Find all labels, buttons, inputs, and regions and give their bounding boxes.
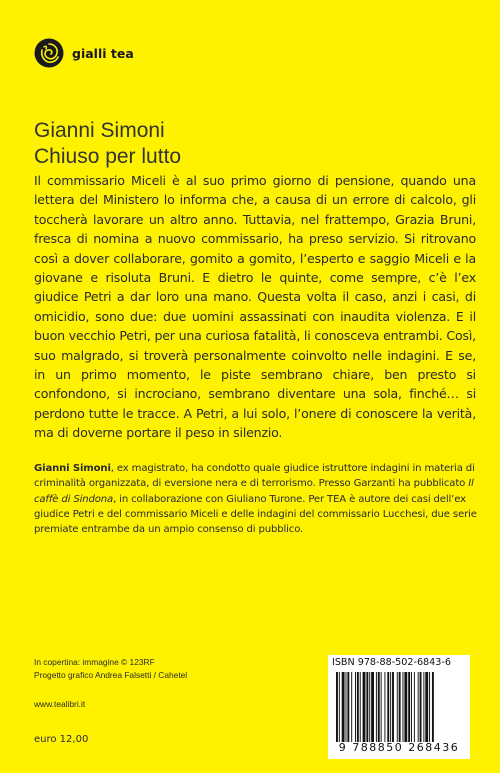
barcode-bar	[371, 672, 374, 742]
barcode-bar	[397, 672, 398, 742]
barcode-box	[328, 655, 470, 759]
cover-credit: In copertina: immagine © 123RF	[34, 657, 155, 667]
barcode-bar	[390, 672, 391, 742]
barcode-bar	[420, 672, 422, 742]
bio-text-2: , in collaborazione con Giuliano Turone. Per TEA è autore dei casi dell’ex giudice Petri e del commissario Miceli e delle indagini del commissario Lucchesi, due serie premiate entrambe da un ampio consenso di pubblico.	[34, 493, 477, 536]
barcode-bar	[418, 672, 419, 742]
publisher-logo	[34, 38, 134, 68]
author-bio	[34, 461, 478, 537]
isbn-label: ISBN 978-88-502-6843-6	[332, 657, 451, 668]
brand-name: gialli tea	[72, 45, 134, 61]
barcode-bar	[403, 672, 404, 742]
barcode-bar	[423, 672, 424, 742]
barcode-icon	[334, 672, 464, 742]
title-block	[34, 118, 181, 170]
barcode-bar	[381, 672, 382, 742]
design-credit: Progetto grafico Andrea Falsetti / Cahetel	[34, 670, 188, 680]
website-link: www.tealibri.it	[34, 699, 86, 709]
bio-text-1: , ex magistrato, ha condotto quale giudice istruttore indagini in materia di criminalità organizzata, di eversione nera e di terrorismo. Presso Garzanti ha pubblicato	[34, 463, 475, 490]
barcode-bar	[387, 672, 389, 742]
barcode-bar	[376, 672, 377, 742]
barcode-bar	[363, 672, 366, 742]
barcode-bar	[355, 672, 356, 742]
barcode-bar	[357, 672, 359, 742]
barcode-bar	[411, 672, 412, 742]
barcode-digits: 9 788850 268436	[338, 741, 460, 754]
barcode-bar	[347, 672, 349, 742]
barcode-bar	[346, 672, 347, 742]
barcode-bar	[404, 672, 407, 742]
barcode-bar	[425, 672, 428, 742]
barcode-bar	[429, 672, 430, 742]
bio-author-name: Gianni Simoni	[34, 463, 111, 474]
price: euro 12,00	[34, 734, 89, 745]
barcode-bar	[384, 672, 385, 742]
barcode-bar	[369, 672, 370, 742]
book-title: Chiuso per lutto	[34, 145, 182, 168]
barcode-bar	[414, 672, 415, 742]
barcode-bar	[351, 672, 352, 742]
barcode-bar	[408, 672, 410, 742]
credits	[34, 656, 187, 682]
barcode-bar	[432, 672, 434, 742]
barcode-bar	[342, 672, 345, 742]
barcode-bar	[339, 672, 340, 742]
barcode-bar	[378, 672, 380, 742]
barcode-bar	[366, 672, 368, 742]
barcode-bar	[360, 672, 361, 742]
barcode-bar	[336, 672, 338, 742]
bio-book-title: Il caffè di Sindona	[34, 478, 474, 505]
barcode-bar	[399, 672, 401, 742]
rose-icon	[34, 38, 64, 68]
barcode-bar	[392, 672, 394, 742]
back-cover-blurb: Il commissario Miceli è al suo primo giorno di pensione, quando una lettera del Ministero lo informa che, a causa di un errore di calcolo, gli toccherà lavorare un altro anno. Tuttavia, nel frattempo, Grazia Bruni, fresca di nomina a nuovo commissario, ha preso servizio. Si ritrovano così a dover collaborare, gomito a gomito, l’esperto e saggio Miceli e la giovane e risoluta Bruni. E dietro le quinte, come sempre, c’è l’ex giudice Petri a dar loro una mano. Questa volta il caso, anzi i casi, di omicidio, sono due: due uomini assassinati con inaudita violenza. E il buon vecchio Petri, per una curiosa fatalità, li conosceva entrambi. Così, suo malgrado, si troverà personalmente coinvolto nelle indagini. E se, in un primo momento, le piste sembrano chiare, ben presto si confondono, si incrociano, sembrano diventare una sola, finché… si perdono tutte le tracce. A Petri, a lui solo, l’onere di conoscere la verità, ma di doverne portare il peso in silenzio.	[34, 173, 476, 441]
book-author: Gianni Simoni	[34, 119, 165, 142]
